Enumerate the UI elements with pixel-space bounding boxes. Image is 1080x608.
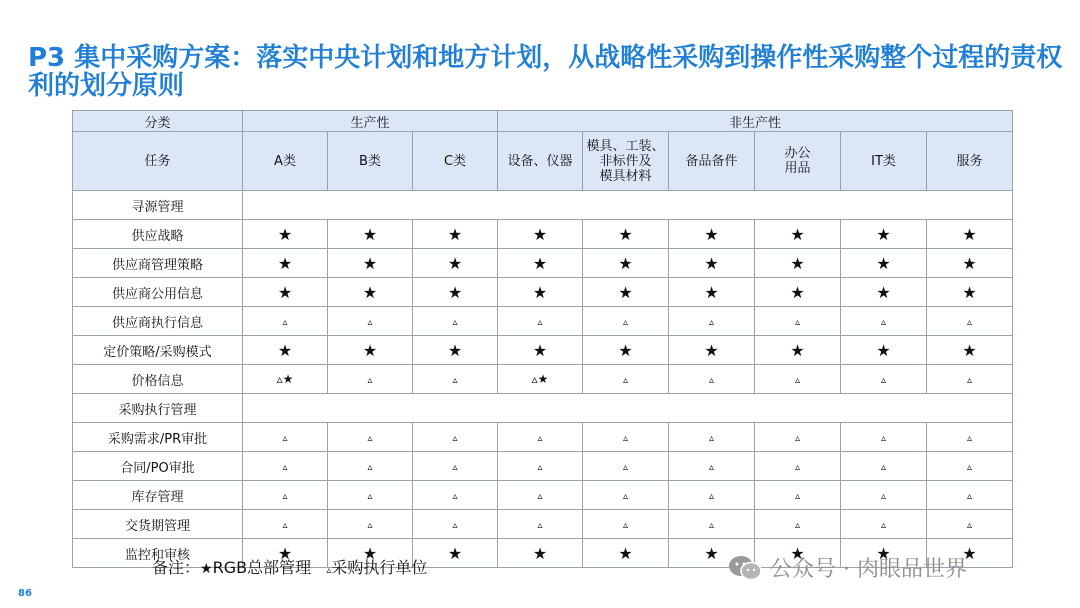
table-cell [583,452,669,481]
task-label: 采购需求/PR审批 [73,423,243,452]
column-header [583,132,669,191]
table-cell [755,452,841,481]
star-mark: ★ [447,253,463,273]
table-cell [328,481,413,510]
table-cell [243,510,328,539]
star-mark: ★ [876,543,891,563]
task-label: 供应商执行信息 [73,307,243,336]
table-cell [243,336,328,365]
triangle-mark: ▵ [967,374,973,386]
table-row [73,452,1013,481]
table-cell [243,249,328,278]
triangle-mark: ▵ [795,432,801,444]
table-cell [413,481,498,510]
table-row [73,220,1013,249]
triangle-mark: ▵ [795,519,801,531]
table-cell [583,249,669,278]
triangle-mark: ▵ [537,490,543,502]
table-cell [328,220,413,249]
table-cell [583,307,669,336]
corner-category-label: 分类 [73,111,243,132]
table-row [73,336,1013,365]
triangle-mark: ▵ [282,519,288,531]
table-cell [841,481,927,510]
responsibility-table [72,110,1013,568]
triangle-mark: ▵ [623,316,629,328]
table-cell [669,365,755,394]
table-cell [413,452,498,481]
group-header-nonproduction: 非生产性 [498,111,1013,132]
star-mark: ★ [618,340,633,360]
triangle-meaning: 采购执行单位 [331,558,428,577]
column-header-line: 服务 [956,153,983,169]
table-cell [841,365,927,394]
task-label: 合同/PO审批 [73,452,243,481]
table-cell [669,452,755,481]
table-cell [328,452,413,481]
table-cell [243,452,328,481]
triangle-mark: ▵ [709,519,715,531]
table-cell [755,510,841,539]
table-cell [498,249,583,278]
table-cell [927,249,1013,278]
table-cell [841,278,927,307]
table-cell [498,307,583,336]
table-cell [243,307,328,336]
table-cell [755,336,841,365]
star-mark: ★ [876,224,891,244]
star-mark: ★ [362,282,378,302]
table-cell [413,365,498,394]
triangle-mark: ▵ [537,461,543,473]
star-mark: ★ [790,253,805,273]
table-cell [927,365,1013,394]
column-header-line: C类 [443,153,467,169]
table-cell [755,307,841,336]
column-header [498,132,583,191]
table-cell [243,278,328,307]
triangle-mark: ▵ [795,374,801,386]
column-header [841,132,927,191]
table-cell [583,365,669,394]
star-mark: ★ [876,282,891,302]
triangle-mark: ▵ [282,316,288,328]
star-mark: ★ [876,340,891,360]
star-mark: ★ [532,543,548,563]
triangle-mark: ▵ [367,519,373,531]
triangle-mark: ▵ [537,519,543,531]
star-meaning: RGB总部管理 [212,558,312,577]
task-label: 价格信息 [73,365,243,394]
star-mark: ★ [704,253,719,273]
column-header-line: B类 [359,153,381,169]
table-cell [927,452,1013,481]
table-row [73,307,1013,336]
star-mark: ★ [704,340,719,360]
star-mark: ★ [532,253,548,273]
star-mark: ★ [532,340,548,360]
star-mark: ★ [277,282,293,302]
triangle-mark: ▵ [709,490,715,502]
section-spacer [243,191,1013,220]
column-header [328,132,413,191]
table-cell [841,452,927,481]
table-cell [841,249,927,278]
triangle-mark: ▵ [452,461,458,473]
page-title: P3 集中采购方案：落实中央计划和地方计划，从战略性采购到操作性采购整个过程的责权利的划分原则 [28,43,1063,101]
task-label: 供应商管理策略 [73,249,243,278]
triangle-mark: ▵ [452,432,458,444]
triangle-mark: ▵ [367,461,373,473]
triangle-mark: ▵ [623,432,629,444]
table-row [73,365,1013,394]
table-cell [841,220,927,249]
star-mark: ★ [876,253,891,273]
star-mark: ★ [532,224,548,244]
table-cell [328,307,413,336]
table-cell [328,249,413,278]
watermark-text: 公众号 · 肉眼品世界 [770,557,967,582]
triangle-mark: ▵ [623,461,629,473]
column-header [413,132,498,191]
table-cell [498,481,583,510]
column-header [243,132,328,191]
table-cell [498,510,583,539]
table-cell [498,220,583,249]
table-cell [328,278,413,307]
table-cell [413,510,498,539]
column-header-line: A类 [274,153,296,169]
triangle-mark: ▵ [881,374,887,386]
star-mark: ★ [790,282,805,302]
table-cell [583,423,669,452]
table-cell [498,423,583,452]
table-cell [755,220,841,249]
table-cell [583,539,669,568]
table-cell [669,220,755,249]
table-cell [243,365,328,394]
star-mark: ★ [790,340,805,360]
triangle-star-mark: ▵★ [276,371,294,386]
task-label: 库存管理 [73,481,243,510]
triangle-symbol: ▵ [326,565,332,576]
table-cell [755,365,841,394]
table-cell [669,278,755,307]
column-header [927,132,1013,191]
star-mark: ★ [618,282,633,302]
triangle-mark: ▵ [795,316,801,328]
group-header-production: 生产性 [243,111,498,132]
section-header: 寻源管理 [73,191,243,220]
table-cell [669,423,755,452]
section-header: 采购执行管理 [73,394,243,423]
table-cell [583,336,669,365]
table-cell [243,481,328,510]
table-cell [669,510,755,539]
table-cell [328,365,413,394]
triangle-mark: ▵ [967,461,973,473]
table-row [73,510,1013,539]
legend-note [152,555,427,578]
column-header-line: 模具材料 [599,168,652,184]
star-mark: ★ [277,253,293,273]
triangle-mark: ▵ [537,316,543,328]
task-label: 供应商公用信息 [73,278,243,307]
star-mark: ★ [277,224,293,244]
triangle-mark: ▵ [967,490,973,502]
table-cell [841,423,927,452]
triangle-mark: ▵ [967,519,973,531]
triangle-mark: ▵ [452,519,458,531]
column-header [755,132,841,191]
task-label: 供应战略 [73,220,243,249]
star-mark: ★ [962,282,977,302]
column-header-line: IT类 [871,153,896,169]
triangle-mark: ▵ [537,432,543,444]
table-cell [498,278,583,307]
triangle-mark: ▵ [881,490,887,502]
triangle-mark: ▵ [709,374,715,386]
table-cell [669,481,755,510]
star-mark: ★ [618,224,633,244]
triangle-mark: ▵ [452,374,458,386]
triangle-mark: ▵ [282,490,288,502]
table-row [73,278,1013,307]
table-cell [927,278,1013,307]
task-column-label: 任务 [73,132,243,191]
table-cell [841,307,927,336]
table-cell [413,278,498,307]
triangle-mark: ▵ [452,490,458,502]
triangle-mark: ▵ [367,490,373,502]
column-header-line: 用品 [784,161,811,176]
star-mark: ★ [362,224,378,244]
table-cell [669,249,755,278]
triangle-mark: ▵ [881,316,887,328]
star-mark: ★ [790,224,805,244]
table-cell [755,481,841,510]
table-cell [413,220,498,249]
star-mark: ★ [362,340,378,360]
column-header [669,132,755,191]
triangle-mark: ▵ [967,316,973,328]
table-cell [498,539,583,568]
triangle-star-mark: ▵★ [531,371,549,386]
table-cell [413,307,498,336]
table-cell [583,220,669,249]
triangle-mark: ▵ [452,316,458,328]
table-cell [927,220,1013,249]
star-mark: ★ [618,253,633,273]
triangle-mark: ▵ [623,519,629,531]
table-cell [755,423,841,452]
triangle-mark: ▵ [709,432,715,444]
page-number: 86 [18,588,32,599]
table-cell [328,336,413,365]
table-cell [413,423,498,452]
table-cell [583,510,669,539]
table-cell [413,336,498,365]
column-header-line: 设备、仪器 [507,153,573,169]
table-cell [927,481,1013,510]
table-cell [498,336,583,365]
table-cell [927,423,1013,452]
triangle-mark: ▵ [367,432,373,444]
star-mark: ★ [447,224,463,244]
triangle-mark: ▵ [282,432,288,444]
column-header-line: 备品备件 [685,153,738,169]
table-cell [841,336,927,365]
star-mark: ★ [962,253,977,273]
section-spacer [243,394,1013,423]
star-mark: ★ [704,543,719,563]
triangle-mark: ▵ [709,316,715,328]
triangle-mark: ▵ [623,374,629,386]
triangle-mark: ▵ [367,316,373,328]
wechat-icon [728,555,762,581]
note-prefix: 备注： [152,558,201,577]
triangle-mark: ▵ [795,490,801,502]
star-mark: ★ [362,543,378,563]
triangle-mark: ▵ [367,374,373,386]
star-mark: ★ [962,224,977,244]
star-mark: ★ [962,543,977,563]
watermark [728,552,967,583]
table-cell [755,249,841,278]
table-row [73,249,1013,278]
star-mark: ★ [532,282,548,302]
table-cell [841,510,927,539]
triangle-mark: ▵ [881,432,887,444]
star-mark: ★ [362,253,378,273]
triangle-mark: ▵ [282,461,288,473]
table-cell [583,278,669,307]
table-cell [583,481,669,510]
triangle-mark: ▵ [795,461,801,473]
triangle-mark: ▵ [967,432,973,444]
column-header-line: 办公 [784,146,811,161]
table-cell [498,452,583,481]
star-mark: ★ [704,282,719,302]
table-cell [927,336,1013,365]
table-cell [243,220,328,249]
triangle-mark: ▵ [623,490,629,502]
star-mark: ★ [277,543,293,563]
task-label: 定价策略/采购模式 [73,336,243,365]
triangle-mark: ▵ [709,461,715,473]
table-cell [413,249,498,278]
column-header-line: 模具、工装、 [586,138,665,154]
table-row [73,481,1013,510]
star-mark: ★ [618,543,633,563]
table-cell [669,336,755,365]
table-cell [328,423,413,452]
table-cell [755,278,841,307]
star-mark: ★ [790,543,805,563]
task-label: 监控和审核 [73,539,243,568]
table-cell [328,510,413,539]
star-mark: ★ [447,282,463,302]
table-cell [927,510,1013,539]
triangle-mark: ▵ [881,461,887,473]
triangle-mark: ▵ [881,519,887,531]
table-cell [243,423,328,452]
star-mark: ★ [704,224,719,244]
star-mark: ★ [447,340,463,360]
column-header-line: 非标件及 [599,153,652,169]
star-mark: ★ [447,543,463,563]
table-cell [498,365,583,394]
star-symbol: ★ [200,561,213,577]
star-mark: ★ [962,340,977,360]
task-label: 交货期管理 [73,510,243,539]
table-cell [927,307,1013,336]
table-cell [669,307,755,336]
star-mark: ★ [277,340,293,360]
table-row [73,423,1013,452]
